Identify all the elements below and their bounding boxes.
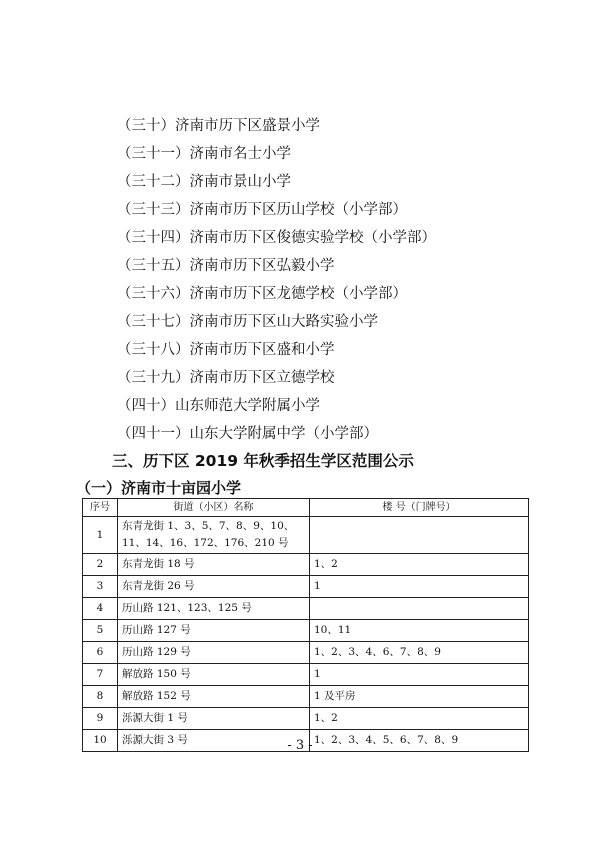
row-no: 6: [83, 642, 118, 664]
table-row: [83, 664, 529, 686]
section-heading: 三、历下区 2019 年秋季招生学区范围公示: [112, 452, 414, 470]
row-street: 东青龙街 26 号: [118, 576, 310, 598]
row-building: 1、2: [310, 554, 529, 576]
table-row: [83, 517, 529, 554]
header-building: 楼 号（门牌号）: [310, 499, 529, 517]
sub-heading: （一）济南市十亩园小学: [76, 479, 242, 497]
table-row: [83, 708, 529, 730]
row-street: 解放路 150 号: [118, 664, 310, 686]
school-item: （三十九）济南市历下区立德学校: [117, 370, 335, 386]
row-building: [310, 598, 529, 620]
row-building: 10、11: [310, 620, 529, 642]
row-street: 泺源大街 3 号: [118, 730, 310, 752]
school-item: （四十一）山东大学附属中学（小学部）: [117, 426, 378, 442]
school-item: （三十八）济南市历下区盛和小学: [117, 342, 335, 358]
row-no: 5: [83, 620, 118, 642]
row-building: 1 及平房: [310, 686, 529, 708]
table-row: [83, 642, 529, 664]
row-street: 历山路 127 号: [118, 620, 310, 642]
school-item: （三十五）济南市历下区弘毅小学: [117, 258, 335, 274]
row-street: 泺源大街 1 号: [118, 708, 310, 730]
page-number: - 3 -: [287, 738, 313, 753]
school-item: （三十二）济南市景山小学: [117, 174, 291, 190]
school-item: （三十）济南市历下区盛景小学: [117, 118, 320, 134]
table-row: [83, 686, 529, 708]
header-no: 序号: [83, 499, 118, 517]
row-building: 1、2、3、4、6、7、8、9: [310, 642, 529, 664]
row-no: 9: [83, 708, 118, 730]
school-item: （三十七）济南市历下区山大路实验小学: [117, 314, 378, 330]
row-building: 1: [310, 576, 529, 598]
table-row: [83, 598, 529, 620]
row-street: 历山路 121、123、125 号: [118, 598, 310, 620]
row-building: 1、2: [310, 708, 529, 730]
row-building: 1、2、3、4、5、6、7、8、9: [310, 730, 529, 752]
school-item: （三十三）济南市历下区历山学校（小学部）: [117, 202, 407, 218]
row-no: 10: [83, 730, 118, 752]
row-street: 历山路 129 号: [118, 642, 310, 664]
row-no: 1: [83, 517, 118, 554]
row-no: 8: [83, 686, 118, 708]
row-no: 7: [83, 664, 118, 686]
school-item: （三十一）济南市名士小学: [117, 146, 291, 162]
row-building: [310, 517, 529, 554]
row-street: 东青龙街 18 号: [118, 554, 310, 576]
school-item: （四十）山东师范大学附属小学: [117, 398, 320, 414]
row-no: 4: [83, 598, 118, 620]
school-zone-table: [82, 498, 529, 752]
school-item: （三十四）济南市历下区俊德实验学校（小学部）: [117, 230, 436, 246]
row-no: 2: [83, 554, 118, 576]
row-no: 3: [83, 576, 118, 598]
row-street: 解放路 152 号: [118, 686, 310, 708]
header-street: 街道（小区）名称: [118, 499, 310, 517]
table-row: [83, 554, 529, 576]
table-row: [83, 576, 529, 598]
school-list: [117, 112, 436, 448]
table-row: [83, 620, 529, 642]
row-building: 1: [310, 664, 529, 686]
row-street: 东青龙街 1、3、5、7、8、9、10、11、14、16、172、176、210 号: [118, 517, 310, 554]
table-header-row: [83, 499, 529, 517]
school-item: （三十六）济南市历下区龙德学校（小学部）: [117, 286, 407, 302]
